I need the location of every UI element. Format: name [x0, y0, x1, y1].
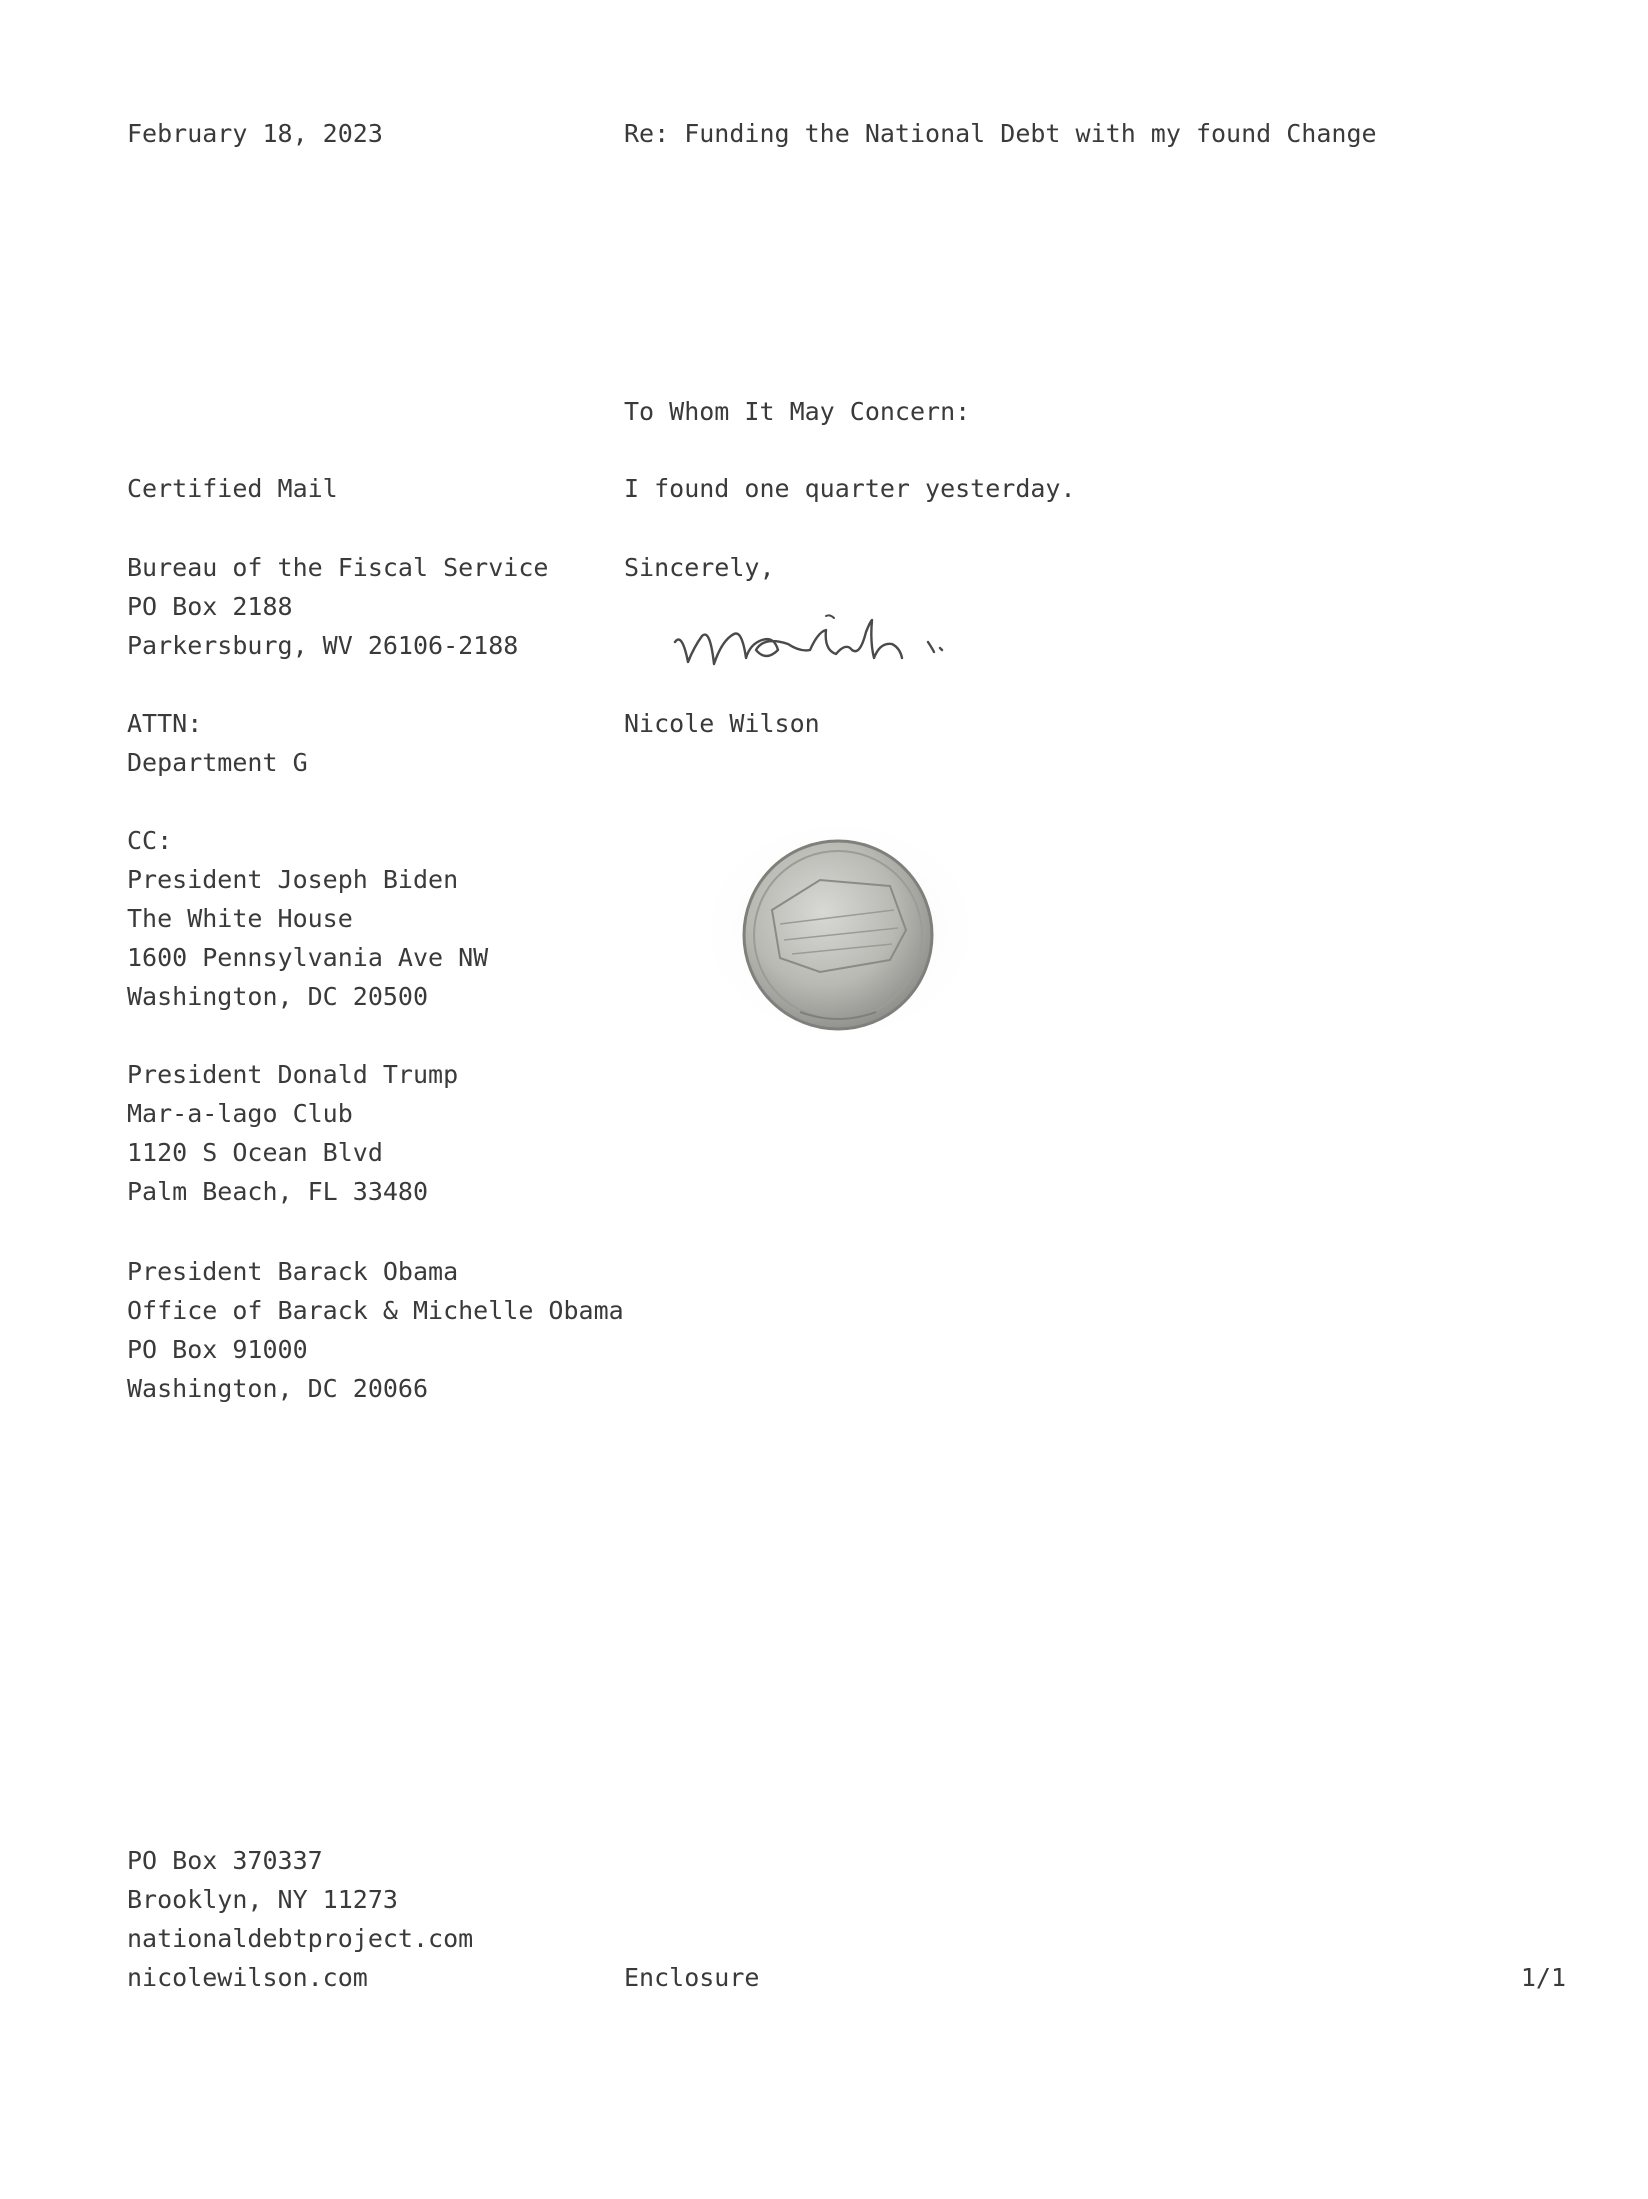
- cc-line: President Barack Obama: [127, 1257, 459, 1286]
- signer-name: Nicole Wilson: [624, 709, 820, 738]
- sender-address: [127, 1841, 473, 1997]
- sender-city: Brooklyn, NY 11273: [127, 1885, 398, 1914]
- cc-line: Office of Barack & Michelle Obama: [127, 1296, 624, 1325]
- recipient-address: [127, 548, 548, 665]
- closing: Sincerely,: [624, 553, 775, 582]
- attention-block: [127, 704, 308, 782]
- sender-website-personal: nicolewilson.com: [127, 1963, 368, 1992]
- salutation: To Whom It May Concern:: [624, 397, 971, 426]
- recipient-po-box: PO Box 2188: [127, 592, 293, 621]
- enclosure-note: Enclosure: [624, 1963, 760, 1992]
- attn-department: Department G: [127, 748, 308, 777]
- cc-line: President Donald Trump: [127, 1060, 459, 1089]
- cc-line: 1120 S Ocean Blvd: [127, 1138, 383, 1167]
- letter-body: I found one quarter yesterday.: [624, 474, 1076, 503]
- cc-line: PO Box 91000: [127, 1335, 308, 1364]
- sender-po-box: PO Box 370337: [127, 1846, 323, 1875]
- cc-recipient-biden: [127, 860, 488, 1016]
- cc-line: Palm Beach, FL 33480: [127, 1177, 429, 1206]
- cc-line: Washington, DC 20066: [127, 1374, 429, 1403]
- attn-label: ATTN:: [127, 709, 203, 738]
- recipient-city: Parkersburg, WV 26106-2188: [127, 631, 519, 660]
- cc-label: CC:: [127, 826, 173, 855]
- cc-line: Mar-a-lago Club: [127, 1099, 353, 1128]
- handwritten-signature: [670, 592, 1010, 682]
- cc-line: Washington, DC 20500: [127, 982, 429, 1011]
- quarter-coin-image: [680, 790, 1000, 1090]
- page-number: 1/1: [1520, 1963, 1566, 1992]
- cc-block: [127, 821, 488, 1016]
- sender-website-project: nationaldebtproject.com: [127, 1924, 474, 1953]
- recipient-name: Bureau of the Fiscal Service: [127, 553, 549, 582]
- cc-line: The White House: [127, 904, 353, 933]
- cc-line: President Joseph Biden: [127, 865, 459, 894]
- letter-date: February 18, 2023: [127, 119, 383, 148]
- mailing-method: Certified Mail: [127, 474, 338, 503]
- letter-subject: Re: Funding the National Debt with my found Change: [624, 119, 1377, 148]
- cc-line: 1600 Pennsylvania Ave NW: [127, 943, 489, 972]
- cc-recipient-trump: [127, 1055, 458, 1211]
- cc-recipient-obama: [127, 1252, 624, 1408]
